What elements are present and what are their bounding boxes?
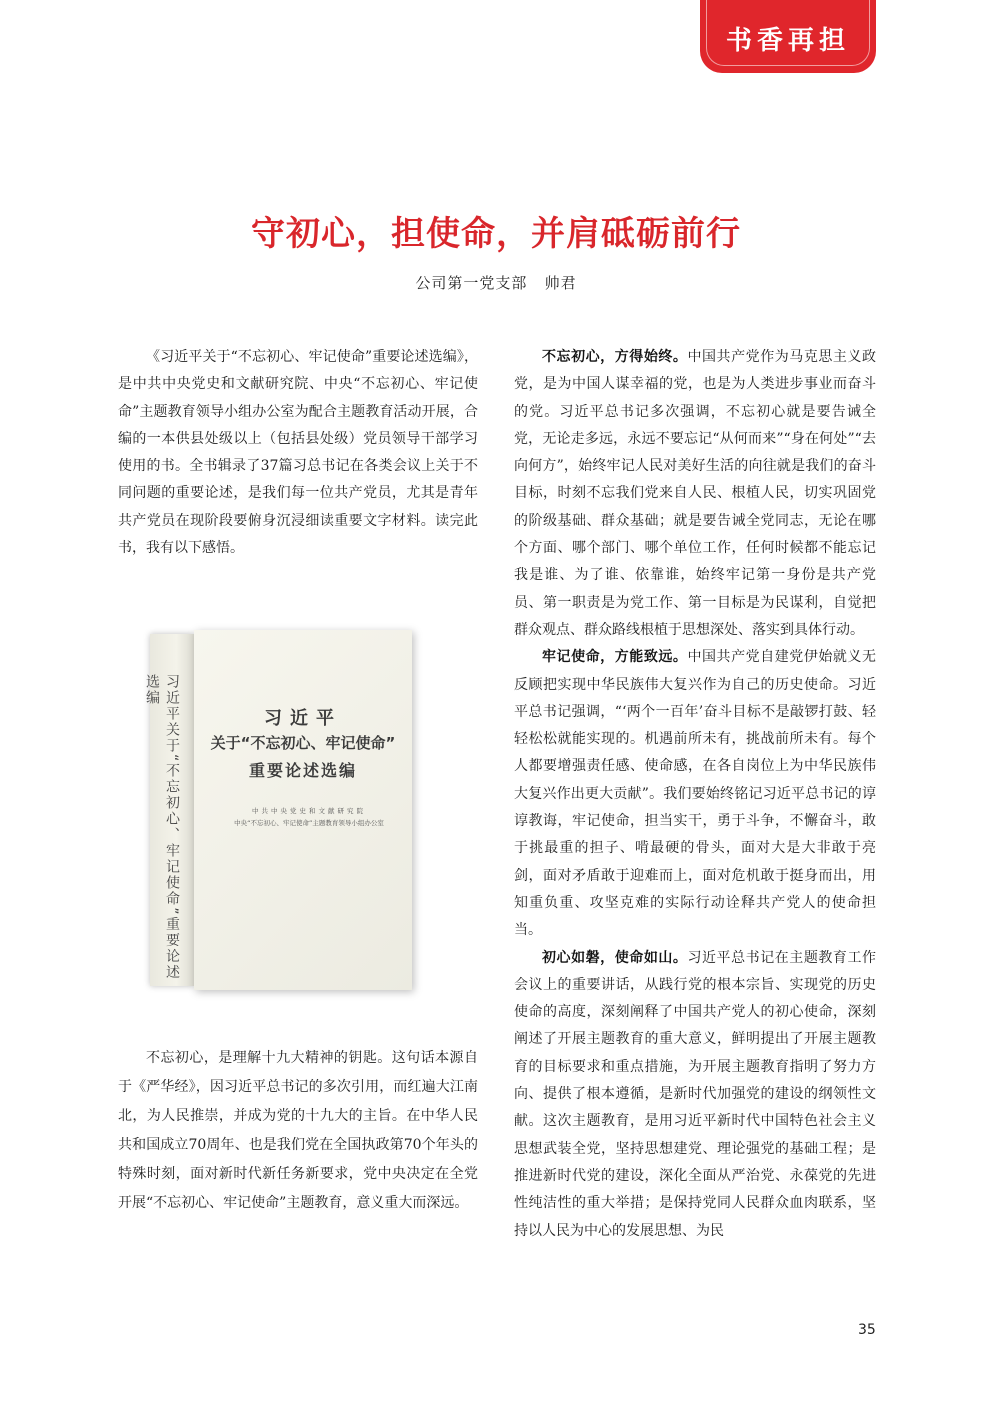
body-paragraph: 不忘初心，是理解十九大精神的钥匙。这句话本源自于《严华经》，因习近平总书记的多次引用，而红遍大江南北，为人民推崇，并成为党的十九大的主旨。在中华人民共和国成立70周年、也是我们党在全国执政第70个年头的特殊时刻，面对新时代新任务新要求，党中央决定在全党开展“不忘初心、牢记使命”主题教育，意义重大而深远。 bbox=[118, 1050, 478, 1211]
left-column-bottom bbox=[118, 1044, 478, 1218]
page-number: 35 bbox=[858, 1322, 876, 1338]
section-tab-label: 书香再担 bbox=[725, 26, 850, 56]
body-paragraph bbox=[514, 344, 876, 644]
paragraph-text: 中国共产党作为马克思主义政党，是为中国人谋幸福的党，也是为人类进步事业而奋斗的党。习近平总书记多次强调，不忘初心就是要告诫全党，无论走多远，永远不要忘记“从何而来”“身在何处”“去向何方”，始终牢记人民对美好生活的向往就是我们的奋斗目标，时刻不忘我们党来自人民、根植人民，切实巩固党的阶级基础、群众基础；就是要告诫全党同志，无论在哪个方面、哪个部门、哪个单位工作，任何时候都不能忘记我是谁、为了谁、依靠谁，始终牢记第一身份是共产党员、第一职责是为党工作、第一目标是为民谋利，自觉把群众观点、群众路线根植于思想深处、落实到具体行动。 bbox=[514, 349, 877, 638]
book-spine bbox=[144, 634, 194, 986]
book-front-cover bbox=[194, 630, 412, 990]
book-spine-text: 习近平关于“不忘初心、牢记使命”重要论述选编 bbox=[144, 674, 180, 981]
article-title: 守初心，担使命，并肩砥砺前行 bbox=[251, 214, 741, 254]
book-cover-subtitle: 重要论述选编 bbox=[248, 761, 357, 780]
paragraph-lead: 不忘初心，方得始终。 bbox=[542, 349, 688, 365]
paragraph-lead: 初心如磐，使命如山。 bbox=[542, 949, 688, 966]
paragraph-lead: 牢记使命，方能致远。 bbox=[542, 649, 688, 666]
section-tab-border bbox=[706, 0, 870, 66]
book-cover-publisher-2: 中央“不忘初心、牢记使命”主题教育领导小组办公室 bbox=[234, 819, 384, 827]
right-column bbox=[514, 344, 876, 1245]
book-cover-publisher-1: 中共中央党史和文献研究院 bbox=[252, 807, 366, 815]
body-paragraph bbox=[514, 644, 876, 944]
left-column-top bbox=[118, 344, 478, 562]
paragraph-text: 中国共产党自建党伊始就义无反顾把实现中华民族伟大复兴作为自己的历史使命。习近平总书记强调，“‘两个一百年’奋斗目标不是敲锣打鼓、轻轻松松就能实现的。机遇前所未有，挑战前所未有。每个人都要增强责任感、使命感，在各自岗位上为中华民族伟大复兴作出更大贡献”。我们要始终铭记习近平总书记的谆谆教诲，牢记使命，担当实干，勇于斗争，不懈奋斗，敢于挑最重的担子、啃最硬的骨头，面对大是大非敢于亮剑，面对矛盾敢于迎难而上，面对危机敢于挺身而出，用知重负重、攻坚克难的实际行动诠释共产党人的使命担当。 bbox=[514, 649, 877, 939]
body-paragraph bbox=[514, 945, 876, 1245]
book-cover-author: 习近平 bbox=[264, 708, 342, 729]
book-cover-title: 关于“不忘初心、牢记使命” bbox=[210, 734, 396, 752]
article-byline: 公司第一党支部 帅君 bbox=[415, 274, 577, 292]
book-cover-image bbox=[144, 630, 412, 990]
intro-paragraph: 《习近平关于“不忘初心、牢记使命”重要论述选编》，是中共中央党史和文献研究院、中央“不忘初心、牢记使命”主题教育领导小组办公室为配合主题教育活动开展，合编的一本供县处级以上（包括县处级）党员领导干部学习使用的书。全书辑录了37篇习总书记在各类会议上关于不同问题的重要论述，是我们每一位共产党员，尤其是青年共产党员在现阶段要俯身沉浸细读重要文字材料。读完此书，我有以下感悟。 bbox=[118, 349, 478, 557]
paragraph-text: 习近平总书记在主题教育工作会议上的重要讲话，从践行党的根本宗旨、实现党的历史使命的高度，深刻阐释了中国共产党人的初心使命，深刻阐述了开展主题教育的重大意义，鲜明提出了开展主题教育的目标要求和重点措施，为开展主题教育指明了努力方向、提供了根本遵循，是新时代加强党的建设的纲领性文献。这次主题教育，是用习近平新时代中国特色社会主义思想武装全党，坚持思想建党、理论强党的基础工程；是推进新时代党的建设，深化全面从严治党、永葆党的先进性纯洁性的重大举措；是保持党同人民群众血肉联系，坚持以人民为中心的发展思想、为民 bbox=[514, 949, 877, 1239]
